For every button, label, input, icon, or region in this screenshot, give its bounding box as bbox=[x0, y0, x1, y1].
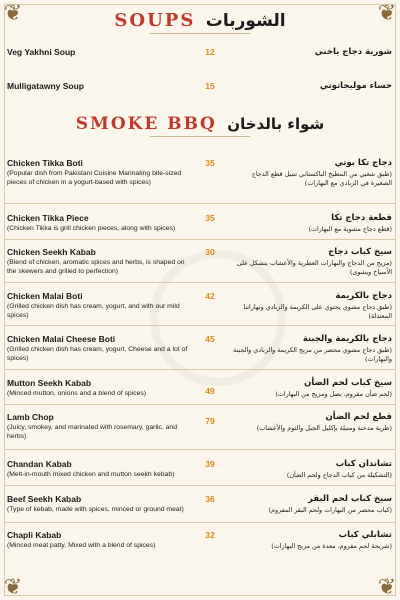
row-divider bbox=[4, 485, 396, 486]
item-name-ar: سيخ كباب لحم البقر bbox=[308, 494, 392, 504]
row-divider bbox=[4, 404, 396, 405]
row-divider bbox=[4, 369, 396, 370]
item-name-en: Mutton Seekh Kabab bbox=[7, 378, 92, 388]
item-name-ar: سيخ كباب دجاج bbox=[328, 247, 392, 257]
item-desc-en: (Popular dish from Pakistani Cuisine Marinating bite-sized pieces of chicken in a yogurt-based with spices) bbox=[7, 170, 182, 186]
row-divider bbox=[4, 522, 396, 523]
item-desc-ar: (طبق دجاج مشوي يحتوي على الكريمة والزبادي وبهاراتنا المعتدلة) bbox=[243, 303, 392, 320]
item-desc-ar: (كباب محضر من البهارات ولحم البقر المفروم) bbox=[268, 506, 392, 514]
row-divider bbox=[4, 325, 396, 326]
item-name-en: Chicken Malai Boti bbox=[7, 291, 83, 301]
item-name-ar: دجاج بالكريمة والجبنة bbox=[302, 334, 392, 344]
item-price: 12 bbox=[205, 47, 215, 57]
item-desc-ar: (شريحة لحم مفروم، معدة من مزيج البهارات) bbox=[271, 542, 392, 550]
item-desc-ar: (طرية مدخنة ومتبلة بإكليل الجبل والثوم والأعشاب) bbox=[256, 424, 392, 432]
item-name-ar: دجاج تكا بوتي bbox=[334, 158, 392, 168]
item-price: 49 bbox=[205, 386, 215, 396]
item-name-ar: دجاج بالكريمة bbox=[335, 291, 392, 301]
item-desc-en: (Type of kebab, made with spices, minced or ground meat) bbox=[7, 506, 184, 513]
section-title-ar: الشوربات bbox=[205, 11, 286, 31]
item-desc-ar: (لحم ضأن مفروم، بصل ومزيج من البهارات) bbox=[275, 390, 392, 398]
row-divider bbox=[4, 282, 396, 283]
item-desc-ar: (مزيج من الدجاج والبهارات العطرية والأعشاب يتشكل على الأسياخ ويشوى) bbox=[236, 259, 392, 276]
ornament-corner-icon: ❦ bbox=[377, 574, 397, 599]
item-name-en: Chapli Kabab bbox=[7, 530, 62, 540]
row-divider bbox=[4, 239, 396, 240]
item-desc-en: (Melt-in-mouth mixed chicken and mutton seekh kebab) bbox=[7, 471, 175, 478]
item-name-en: Chicken Tikka Boti bbox=[7, 158, 83, 168]
item-desc-ar: (طبق دجاج مشوي محضر من مزيج الكريمة والزبادي والجبنة والبهارات) bbox=[233, 346, 392, 363]
item-name-en: Chicken Tikka Piece bbox=[7, 213, 89, 223]
item-desc-en: (Juicy, smokey, and marinated with rosemary, garlic, and herbs) bbox=[7, 424, 177, 440]
section-title-en: SMOKE BBQ bbox=[75, 114, 217, 134]
item-name-ar: حساء موليجاتوني bbox=[319, 81, 392, 91]
item-name-ar: تشابلي كباب bbox=[338, 530, 392, 540]
row-divider bbox=[4, 449, 396, 450]
item-name-ar: تشاندان كباب bbox=[335, 459, 392, 469]
item-price: 35 bbox=[205, 213, 215, 223]
item-desc-ar: (قطع دجاج مشوية مع البهارات) bbox=[308, 225, 392, 233]
item-name-en: Veg Yakhni Soup bbox=[7, 47, 76, 57]
item-name-ar: قطعة دجاج تكا bbox=[331, 213, 392, 223]
item-price: 36 bbox=[205, 494, 215, 504]
item-name-ar: قطع لحم الضأن bbox=[325, 412, 392, 422]
item-desc-ar: (طبق شعبي من المطبخ الباكستاني تتبيل قطع الدجاج الصغيرة في الزبادي مع البهارات) bbox=[251, 170, 392, 187]
heading-underline bbox=[150, 136, 250, 137]
item-price: 32 bbox=[205, 530, 215, 540]
item-desc-en: (Grilled chicken dish has cream, yogurt, and with our mild spices) bbox=[7, 303, 180, 319]
item-name-en: Chandan Kabab bbox=[7, 459, 72, 469]
item-name-en: Chicken Seekh Kabab bbox=[7, 247, 96, 257]
item-name-ar: شوربة دجاج ياخني bbox=[314, 47, 392, 57]
row-divider bbox=[4, 203, 396, 204]
item-price: 35 bbox=[205, 158, 215, 168]
item-desc-en: (Minced mutton, onions and a blend of spices) bbox=[7, 390, 147, 397]
section-title-en: SOUPS bbox=[114, 10, 196, 31]
ornament-corner-icon: ❦ bbox=[377, 0, 397, 25]
item-price: 79 bbox=[205, 416, 215, 426]
item-desc-en: (Blend of chicken, aromatic spices and herbs, is shaped on the skewers and grilled to perfection) bbox=[7, 259, 185, 275]
heading-underline bbox=[150, 33, 250, 34]
section-title-ar: شواء بالدخان bbox=[227, 115, 325, 133]
item-name-en: Lamb Chop bbox=[7, 412, 54, 422]
item-name-ar: سيخ كباب لحم الضأن bbox=[304, 378, 392, 388]
item-name-en: Beef Seekh Kabab bbox=[7, 494, 82, 504]
item-desc-ar: (التشكيلة من كباب الدجاج ولحم الضأن) bbox=[286, 471, 392, 479]
item-desc-en: (Minced meat patty, Mixed with a blend of spices) bbox=[7, 542, 156, 549]
item-name-en: Mulligatawny Soup bbox=[7, 81, 84, 91]
ornament-corner-icon: ❦ bbox=[3, 574, 23, 599]
item-desc-en: (Chicken Tikka is grill chicken pieces, along with spices) bbox=[7, 225, 176, 232]
section-heading-bbq bbox=[0, 114, 400, 134]
item-price: 42 bbox=[205, 291, 215, 301]
item-price: 15 bbox=[205, 81, 215, 91]
item-price: 30 bbox=[205, 247, 215, 257]
item-name-en: Chicken Malai Cheese Boti bbox=[7, 334, 116, 344]
item-price: 45 bbox=[205, 334, 215, 344]
ornament-corner-icon: ❦ bbox=[3, 0, 23, 25]
item-price: 39 bbox=[205, 459, 215, 469]
section-heading-soups bbox=[0, 10, 400, 31]
item-desc-en: (Grilled chicken dish has cream, yogurt, Cheese and a lot of spices) bbox=[7, 346, 188, 362]
